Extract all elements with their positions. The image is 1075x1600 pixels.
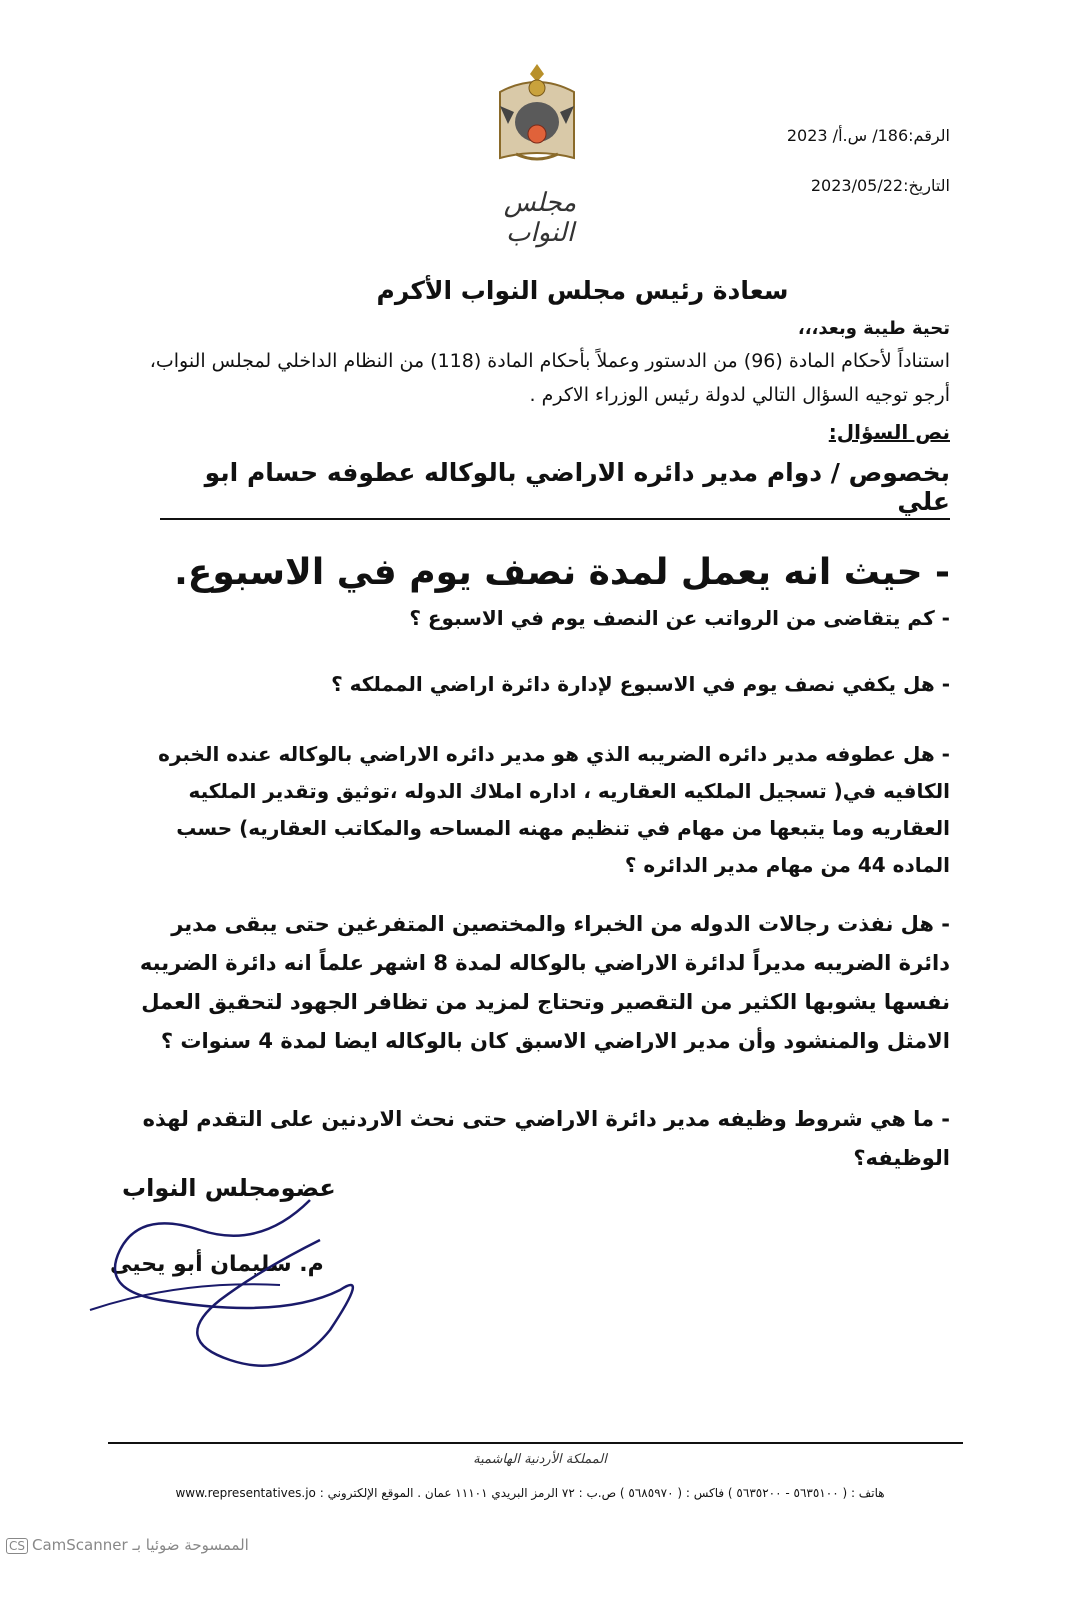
footer-contact: هاتف : ( ٥٦٣٥١٠٠ - ٥٦٣٥٢٠٠ ) فاكس : ( ٥٦٨٥٩٧٠ ) ص.ب : ٧٢ الرمز البريدي ١١١٠١ عمان . الموقع الإلكتروني : www.representatives.jo	[175, 1486, 885, 1500]
reference-date: التاريخ:2023/05/22	[810, 176, 950, 195]
question-item: - هل يكفي نصف يوم في الاسبوع لإدارة دائرة اراضي المملكه ؟	[331, 672, 950, 696]
addressee: سعادة رئيس مجلس النواب الأكرم	[376, 276, 789, 305]
kingdom-logo: المملكة الأردنية الهاشمية	[473, 1452, 607, 1467]
greeting: تحية طيبة وبعد،،،	[797, 318, 950, 339]
reference-number: الرقم:186/ س.أ/ 2023	[786, 126, 950, 145]
footer-divider	[108, 1442, 963, 1444]
question-item: - هل عطوفه مدير دائره الضريبه الذي هو مدير دائره الاراضي بالوكاله عنده الخبره الكافيه في( تسجيل الملكيه العقاريه ، اداره املاك الدوله ،توثيق وتقدير الملكيه العقاريه وما يتبعها من مهام في تنظيم مهنه المساحه والمكاتب العقاريه) حسب الماده 44 من مهام مدير الدائره ؟	[158, 742, 950, 877]
jordan-coat-of-arms-icon	[494, 62, 580, 170]
scanner-prefix: الممسوحة ضوئيا بـ	[132, 1536, 249, 1554]
scanner-label: CamScanner	[32, 1536, 128, 1554]
council-logo: مجلس النواب	[503, 188, 577, 248]
camscanner-icon: CS	[6, 1538, 28, 1554]
headline-statement: - حيث انه يعمل لمدة نصف يوم في الاسبوع.	[174, 552, 950, 593]
question-item: - ما هي شروط وظيفه مدير دائرة الاراضي حتى نحث الاردنين على التقدم لهذه الوظيفه؟	[142, 1107, 950, 1170]
subject-line: بخصوص / دوام مدير دائره الاراضي بالوكاله عطوفه حسام ابو علي	[160, 458, 950, 520]
handwritten-signature	[80, 1190, 380, 1380]
scanner-watermark	[6, 1536, 249, 1554]
question-item: - كم يتقاضى من الرواتب عن النصف يوم في الاسبوع ؟	[409, 606, 950, 630]
intro-paragraph: استناداً لأحكام المادة (96) من الدستور وعملاً بأحكام المادة (118) من النظام الداخلي لمجلس النواب، أرجو توجيه السؤال التالي لدولة رئيس الوزراء الاكرم .	[149, 350, 950, 406]
question-label: نص السؤال:	[828, 420, 950, 444]
question-item: - هل نفذت رجالات الدوله من الخبراء والمختصين المتفرغين حتى يبقى مدير دائرة الضريبه مديراً لدائرة الاراضي بالوكاله لمدة 8 اشهر علماً انه دائرة الضريبه نفسها يشوبها الكثير من التقصير وتحتاج لمزيد من تظافر الجهود لتحقيق العمل الامثل والمنشود وأن مدير الاراضي الاسبق كان بالوكاله ايضا لمدة 4 سنوات ؟	[139, 912, 950, 1053]
signatory-name: م. سليمان أبو يحيى	[110, 1252, 324, 1277]
signatory-title: عضومجلس النواب	[122, 1174, 336, 1202]
